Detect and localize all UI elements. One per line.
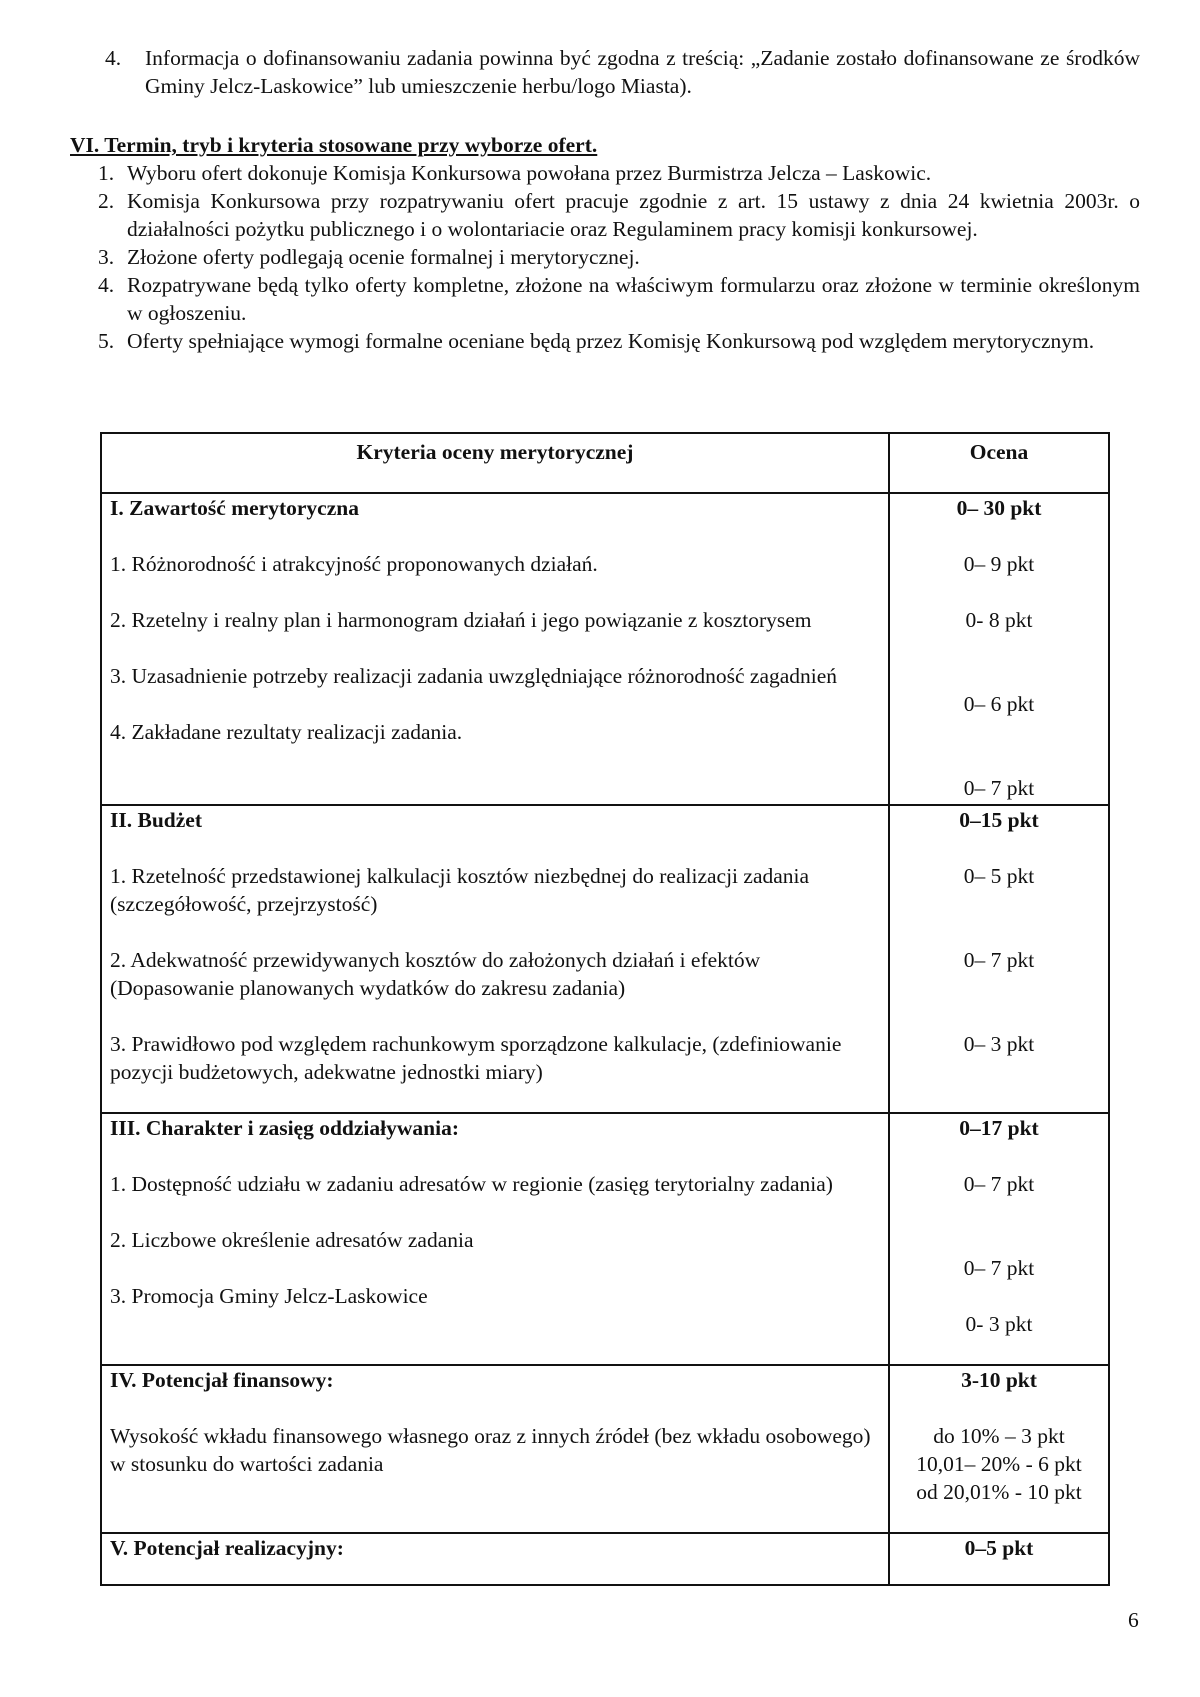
list-item-text: Komisja Konkursowa przy rozpatrywaniu ofert pracuje zgodnie z art. 15 ustawy z dnia 24 kwietnia 2003r. o działalności pożytku publicznego i o wolontariacie oraz Regulaminem pracy komisji konkursowej.: [127, 189, 1140, 241]
section-score: 0–15 pkt: [959, 808, 1039, 832]
section-title: V. Potencjał realizacyjny:: [110, 1536, 344, 1560]
section-heading: VI. Termin, tryb i kryteria stosowane przy wyborze ofert.: [70, 133, 598, 157]
list-item: [70, 327, 1140, 355]
criterion-text: 1. Różnorodność i atrakcyjność proponowanych działań.: [110, 552, 598, 576]
score-cell: [889, 1365, 1109, 1533]
table-header-row: [101, 433, 1109, 493]
criterion-score: 0- 3 pkt: [965, 1312, 1033, 1336]
criterion-text: 1. Rzetelność przedstawionej kalkulacji kosztów niezbędnej do realizacji zadania (szczegółowość, przejrzystość): [110, 864, 810, 916]
section-title: III. Charakter i zasięg oddziaływania:: [110, 1116, 459, 1140]
criterion-score: 0– 7 pkt: [963, 948, 1035, 972]
criteria-header: Kryteria oceny merytorycznej: [101, 433, 889, 493]
score-header: Ocena: [889, 433, 1109, 493]
list-item-text: Rozpatrywane będą tylko oferty kompletne, złożone na właściwym formularzu oraz złożone w terminie określonym w ogłoszeniu.: [127, 273, 1140, 325]
table-row: [101, 493, 1109, 805]
criterion-score: do 10% – 3 pkt: [933, 1424, 1065, 1448]
criterion-score: od 20,01% - 10 pkt: [916, 1480, 1082, 1504]
top-list-item: [105, 44, 1140, 100]
criterion-text: 3. Promocja Gminy Jelcz-Laskowice: [110, 1284, 428, 1308]
criterion-score: 0– 5 pkt: [963, 864, 1035, 888]
list-item-text: Złożone oferty podlegają ocenie formalnej i merytorycznej.: [127, 245, 640, 269]
criterion-text: 2. Liczbowe określenie adresatów zadania: [110, 1228, 474, 1252]
criterion-text: 3. Prawidłowo pod względem rachunkowym sporządzone kalkulacje, (zdefiniowanie pozycji budżetowych, adekwatne jednostki miary): [110, 1032, 842, 1084]
table-row: [101, 1113, 1109, 1365]
section-title: IV. Potencjał finansowy:: [110, 1368, 334, 1392]
section-score: 0–17 pkt: [959, 1116, 1039, 1140]
score-cell: [889, 805, 1109, 1113]
criteria-cell: [101, 805, 889, 1113]
list-item: [70, 243, 1140, 271]
list-item-number: 4.: [98, 273, 115, 297]
list-item: [70, 159, 1140, 187]
criterion-text: 3. Uzasadnienie potrzeby realizacji zadania uwzględniające różnorodność zagadnień: [110, 664, 838, 688]
score-cell: [889, 493, 1109, 805]
section-score: 0– 30 pkt: [956, 496, 1042, 520]
section-title: II. Budżet: [110, 808, 202, 832]
list-item-text: Wyboru ofert dokonuje Komisja Konkursowa powołana przez Burmistrza Jelcza – Laskowic.: [127, 161, 932, 185]
section-score: 3-10 pkt: [961, 1368, 1037, 1392]
list-item: [70, 187, 1140, 243]
table-row: [101, 1365, 1109, 1533]
list-item: [70, 271, 1140, 327]
criterion-score: 0– 7 pkt: [963, 776, 1035, 800]
list-item-number: 2.: [98, 189, 115, 213]
page-number: 6: [1128, 1608, 1139, 1632]
list-item-number: 3.: [98, 245, 115, 269]
section-title: I. Zawartość merytoryczna: [110, 496, 359, 520]
criteria-cell: [101, 1533, 889, 1585]
table-row: [101, 805, 1109, 1113]
list-item-number: 5.: [98, 329, 115, 353]
score-cell: [889, 1533, 1109, 1585]
criterion-text: 2. Adekwatność przewidywanych kosztów do założonych działań i efektów (Dopasowanie planowanych wydatków do zakresu zadania): [110, 948, 761, 1000]
criteria-cell: [101, 1113, 889, 1365]
criterion-score: 0– 6 pkt: [963, 692, 1035, 716]
criterion-text: 2. Rzetelny i realny plan i harmonogram działań i jego powiązanie z kosztorysem: [110, 608, 812, 632]
list-item-number: 1.: [98, 161, 115, 185]
table-row: [101, 1533, 1109, 1585]
criterion-score: 0– 9 pkt: [963, 552, 1035, 576]
terms-list: [70, 159, 1140, 355]
criterion-text: 1. Dostępność udziału w zadaniu adresatów w regionie (zasięg terytorialny zadania): [110, 1172, 833, 1196]
criterion-text: Wysokość wkładu finansowego własnego oraz z innych źródeł (bez wkładu osobowego) w stosunku do wartości zadania: [110, 1424, 871, 1476]
score-cell: [889, 1113, 1109, 1365]
criterion-score: 0– 7 pkt: [963, 1172, 1035, 1196]
criterion-score: 10,01– 20% - 6 pkt: [916, 1452, 1082, 1476]
section-score: 0–5 pkt: [964, 1536, 1034, 1560]
criteria-cell: [101, 493, 889, 805]
list-item-text: Oferty spełniające wymogi formalne oceniane będą przez Komisję Konkursową pod względem merytorycznym.: [127, 329, 1095, 353]
criteria-cell: [101, 1365, 889, 1533]
top-item-text: Informacja o dofinansowaniu zadania powinna być zgodna z treścią: „Zadanie zostało dofinansowane ze środków Gminy Jelcz-Laskowice” lub umieszczenie herbu/logo Miasta).: [145, 46, 1140, 98]
criteria-table: [100, 432, 1110, 1586]
criterion-score: 0– 7 pkt: [963, 1256, 1035, 1280]
criterion-score: 0- 8 pkt: [965, 608, 1033, 632]
criterion-text: 4. Zakładane rezultaty realizacji zadania.: [110, 720, 463, 744]
top-item-number: 4.: [105, 46, 122, 70]
criterion-score: 0– 3 pkt: [963, 1032, 1035, 1056]
